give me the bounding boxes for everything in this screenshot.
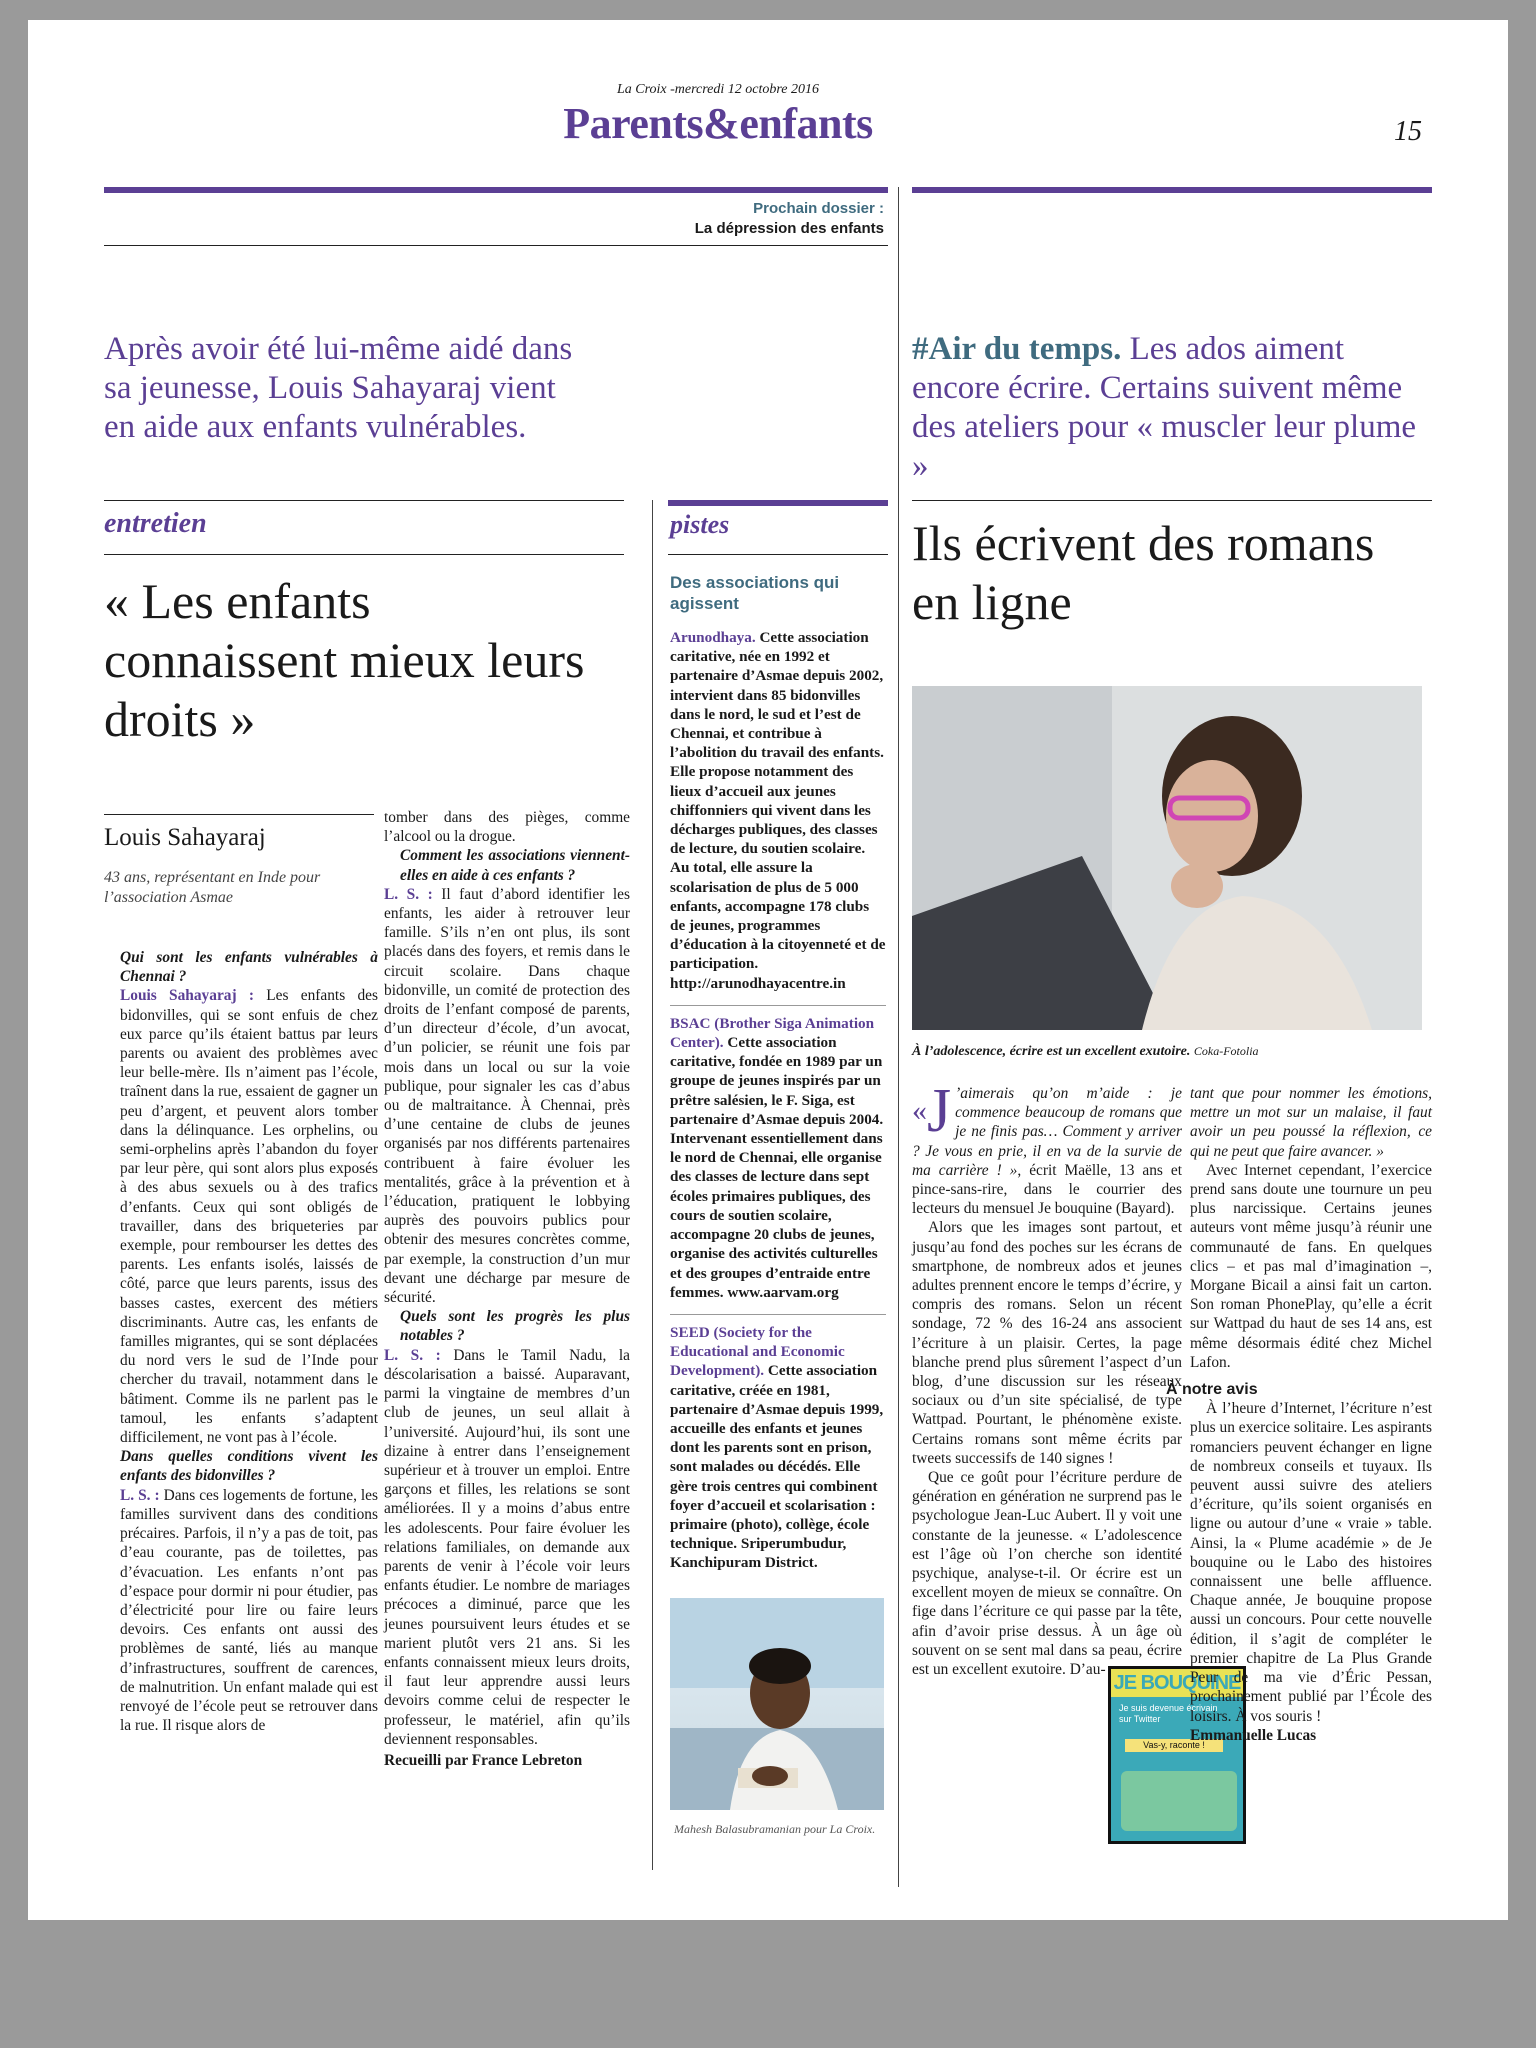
pistes-separator [652,500,653,1870]
answer-label: L. S. : [120,1486,160,1504]
interview-column-1 [120,948,378,1735]
drop-cap: J [927,1077,952,1145]
pistes-org-name: Arunodhaya. [670,629,756,646]
page-number: 15 [1394,116,1422,147]
subhead: À notre avis [1166,1381,1258,1399]
open-quote: « [912,1094,927,1127]
interviewee-rule [104,814,374,815]
answer-label: Louis Sahayaraj : [120,987,254,1005]
question: Comment les associations viennent-elles en aide à ces enfants ? [400,847,630,884]
paragraph: Que ce goût pour l’écriture perdure de génération en génération ne surprend pas le psychologue Jean-Luc Aubert. Il y voit une constante de la jeunesse. « L’adolescence est l’âge où l’on cherche son identité psychique, analyse-t-il. Or écrire est un excellent moyen de mieux se connaître. On fige dans l’écriture ce qui passe par la tête, afin d’avoir prise dessus. À un âge où souvent on se sent mal dans sa peau, écrire est un excellent exutoire. D’au- [912,1469,1182,1679]
answer-label: L. S. : [384,885,433,903]
next-dossier-rule [104,245,888,246]
paragraph: tant que pour nommer les émotions, mettre un mot sur un malaise, il faut avoir un peu poussé la réflexion, ce qui ne peut que faire avancer. » [1190,1085,1432,1160]
left-headline: « Les enfants connaissent mieux leurs droits » [104,573,585,747]
right-headline: Ils écrivent des romans en ligne [912,515,1375,630]
magazine-line-2: sur Twitter [1119,1714,1161,1724]
interviewee-name: Louis Sahayaraj [104,824,266,851]
pistes-entry [670,628,886,993]
pistes-org-name: BSAC (Brother Siga Animation Center). [670,1014,875,1052]
paragraph: , écrit Maëlle, 13 ans et pince-sans-rire, dans le courrier des lecteurs du mensuel Je bouquine (Bayard). [912,1161,1182,1218]
next-dossier-title: La dépression des enfants [694,220,884,237]
credit: Recueilli par France Lebreton [384,1751,583,1769]
right-headline-rule [912,500,1432,501]
pistes-list [670,628,886,1585]
entretien-rubric: entretien [104,508,207,539]
next-dossier-label: Prochain dossier : [753,200,884,217]
child-reading-photo [670,1598,884,1810]
entretien-rule-bottom [104,554,624,555]
answer: Il faut d’abord identifier les enfants, les aider à retrouver leur famille. S’ils n’en ont plus, ils sont placés dans des foyers, et remis dans le circuit scolaire. Dans chaque bidonville, un comité de protection des droits de l’enfant composé de parents, d’un directeur d’école, d’un avocat, d’un policier, se réunit une fois par mois dans un local ou sur la voie publique, pour signaler les cas d’abus ou de maltraitance. À Chennai, près d’une centaine de clubs de jeunes organisés par nos différents partenaires contribuent à faire évoluer les mentalités, grâce à la prévention et à l’éducation, pratiquent le lobbying auprès des pouvoirs publics pour obtenir des mesures concrètes comme, par exemple, la construction d’un mur devant une décharge par mesure de sécurité. [384,885,631,1307]
caption-text: À l’adolescence, écrire est un excellent exutoire. [912,1044,1191,1059]
teen-writing-illustration [912,686,1422,1030]
pistes-photo-credit: Mahesh Balasubramanian pour La Croix. [674,1822,876,1836]
signature: Emmanuelle Lucas [1190,1726,1317,1744]
interviewee-desc: 43 ans, représentant en Inde pour l’association Asmae [104,869,321,906]
question: Dans quelles conditions vivent les enfants des bidonvilles ? [120,1448,378,1485]
top-rule-left [104,187,888,193]
caption-credit: Coka-Fotolia [1193,1044,1259,1058]
paragraph: À l’heure d’Internet, l’écriture n’est plus un exercice solitaire. Les aspirants romanciers peuvent échanger en ligne de nombreux conseils et tuyaux. Ils peuvent aussi suivre des ateliers d’écriture, qu’ils soient organisés en ligne ou autour d’une « vraie » table. Ainsi, la « Plume académie » de Je bouquine ou le Labo des histoires connaissent une belle affluence. Chaque année, Je bouquine propose aussi un concours. Pour cette nouvelle édition, il s’agit de compléter le premier chapitre de La Plus Grande Peur de ma vie d’Éric Pessan, prochainement publié par l’École des loisirs. À vos souris ! [1190,1400,1432,1725]
pistes-org-text: Cette association caritative, créée en 1981, partenaire d’Asmae depuis 1999, accueille des enfants et jeunes dont les parents sont en prison, sont malades ou décédés. Elle gère trois centres qui combinent foyer d’accueil et scolarisation : primaire (photo), collège, école technique. Sriperumbudur, Kanchipuram District. [670,1362,884,1572]
teen-writing-photo [912,686,1422,1030]
left-intro: Après avoir été lui-même aidé dans sa jeunesse, Louis Sahayaraj vient en aide aux enfants vulnérables. [104,331,573,445]
magazine-line-3: Vas-y, raconte ! [1125,1739,1223,1752]
answer: tomber dans des pièges, comme l’alcool ou la drogue. [384,809,630,846]
answer: Dans le Tamil Nadu, la déscolarisation a baissé. Auparavant, parmi la vingtaine de membres d’un club de jeunes, un seul allait à l’université. Aujourd’hui, ils sont une dizaine à entrer dans l’enseignement supérieur et à trouver un emploi. Entre garçons et filles, les relations se sont améliorées. Il y a moins d’abus entre les adolescents. Pour faire évoluer les relations familiales, on demande aux parents de venir à l’école voir leurs enfants étudier. Le nombre de mariages précoces a diminué, parce que les jeunes poursuivent leurs études et se marient plutôt vers 21 ans. Si les enfants connaissent mieux leurs droits, il faut leur apprendre aussi leurs devoirs comme celui de respecter le professeur, le matériel, afin qu’ils deviennent responsables. [384,1346,630,1748]
interview-column-2 [384,808,630,1770]
pistes-rule [668,500,888,506]
magazine-illustration [1121,1771,1237,1831]
dateline: La Croix -mercredi 12 octobre 2016 [616,82,820,97]
right-intro [912,330,1432,486]
paragraph: Avec Internet cependant, l’exercice prend sans doute une tournure un peu plus narcissique. Certains jeunes auteurs vont même jusqu’à réunir une communauté de fans. En quelques clics – et pas mal d’imagination –, Morgane Bicail a ainsi fait un carton. Son roman PhonePlay, qu’elle a écrit sur Wattpad du haut de ses 14 ans, est même désormais édité chez Michel Lafon. [1190,1161,1432,1371]
answer-label: L. S. : [384,1346,441,1364]
pistes-subtitle: Des associations qui agissent [670,573,840,613]
hashtag: #Air du temps. [912,331,1122,367]
answer: Dans ces logements de fortune, les familles survivent dans des conditions précaires. Parfois, il n’y a pas de toit, pas d’eau courante, pas de toilettes, pas d’évacuation. Les enfants n’ont pas d’espace pour dormir ni pour étudier, pas d’électricité pour lire ou faire leurs devoirs. Ces enfants ont aussi des problèmes de santé, liés au manque d’infrastructures, souffrent de carences, de malnutrition. Un enfant malade qui est renvoyé de l’école peut se retrouver dans la rue. Il risque alors de [120,1486,379,1735]
center-column-rule [898,187,899,1887]
photo-caption [912,1044,1422,1060]
lead-quote: ’aimerais qu’on m’aide : je commence beaucoup de romans que je ne finis pas… Comment y arriver ? Je vous en prie, il en va de la survie de ma carrière ! » [912,1085,1182,1179]
question: Quels sont les progrès les plus notables ? [400,1308,630,1345]
magazine-line-1: Je suis devenue écrivain [1119,1703,1218,1713]
question: Qui sont les enfants vulnérables à Chennai ? [120,949,378,986]
pistes-entry [670,1005,886,1302]
child-reading-illustration [670,1598,884,1810]
article-column-1 [912,1077,1182,1679]
answer: Les enfants des bidonvilles, qui se sont enfuis de chez eux parce qu’ils étaient battus par leurs parents ou avaient des problèmes avec leur belle-mère. Ils n’aiment pas l’école, traînent dans la rue, essaient de gagner un peu d’argent, et peuvent alors tomber dans la délinquance. Les orphelins, ou semi-orphelins après l’abandon du foyer par leur père, qui sont alors plus exposés à des abus sexuels ou à des trafics d’enfants. Ceux qui sont obligés de travailler, dans des briqueteries par exemple, pour rembourser les dettes des parents. Les enfants isolés, laissés de côté, parce que leurs parents, issus des basses castes, exercent des métiers discriminants. Autre cas, les enfants de familles migrantes, qui se sont déplacées du nord vers le sud de l’Inde pour chercher du travail, notamment dans le bâtiment. Comme ils ne parlent pas le tamoul, les enfants s’adaptent difficilement, ne vont pas à l’école. [120,987,378,1447]
pistes-org-name: SEED (Society for the Educational and Economic Development). [670,1323,845,1380]
paragraph: Alors que les images sont partout, et jusqu’au fond des poches sur les écrans de smartphone, de nombreux ados et jeunes adultes prennent encore le temps d’écrire, y compris des romans. Selon un récent sondage, 72 % des 16-24 ans associent l’écriture à un plaisir. Certes, la page blanche prend plus sûrement l’aspect d’un blog, d’une discussion sur les réseaux sociaux ou d’un site spécialisé, de type Wattpad. Pourtant, le phénomène existe. Certains romans sont même écrits par tweets successifs de 140 signes ! [912,1219,1182,1467]
pistes-org-text: Cette association caritative, fondée en 1989 par un groupe de jeunes inspirés par un prêtre salésien, le F. Siga, est partenaire d’Asmae depuis 2004. Intervenant essentiellement dans le nord de Chennai, elle organise des classes de lecture dans sept écoles primaires publiques, des cours de soutien scolaire, accompagne 20 clubs de jeunes, organise des activités culturelles et des groupes d’entraide entre femmes. www.aarvam.org [670,1034,884,1301]
pistes-rubric-rule [668,554,888,555]
right-intro-text: Les ados aiment encore écrire. Certains suivent même des ateliers pour « muscler leur plume » [912,331,1417,484]
pistes-rubric: pistes [670,510,730,539]
pistes-entry [670,1314,886,1573]
entretien-rule-top [104,500,624,501]
magazine-title: JE BOUQUINE [1111,1669,1243,1697]
top-rule-right [912,187,1432,193]
section-title: Parents&enfants [563,99,873,148]
pistes-org-text: Cette association caritative, née en 1992 et partenaire d’Asmae depuis 2002, intervient dans 85 bidonvilles dans le nord, le sud et l’est de Chennai, et contribue à l’abolition du travail des enfants. Elle propose notamment des lieux d’accueil aux jeunes chiffonniers qui vivent dans les décharges publiques, des classes de lecture, du soutien scolaire. Au total, elle assure la scolarisation de plus de 5 000 enfants, accompagne 178 clubs de jeunes, programmes d’éducation à la citoyenneté et de participation. http://arunodhayacentre.in [670,629,886,992]
newspaper-page [28,20,1508,1920]
